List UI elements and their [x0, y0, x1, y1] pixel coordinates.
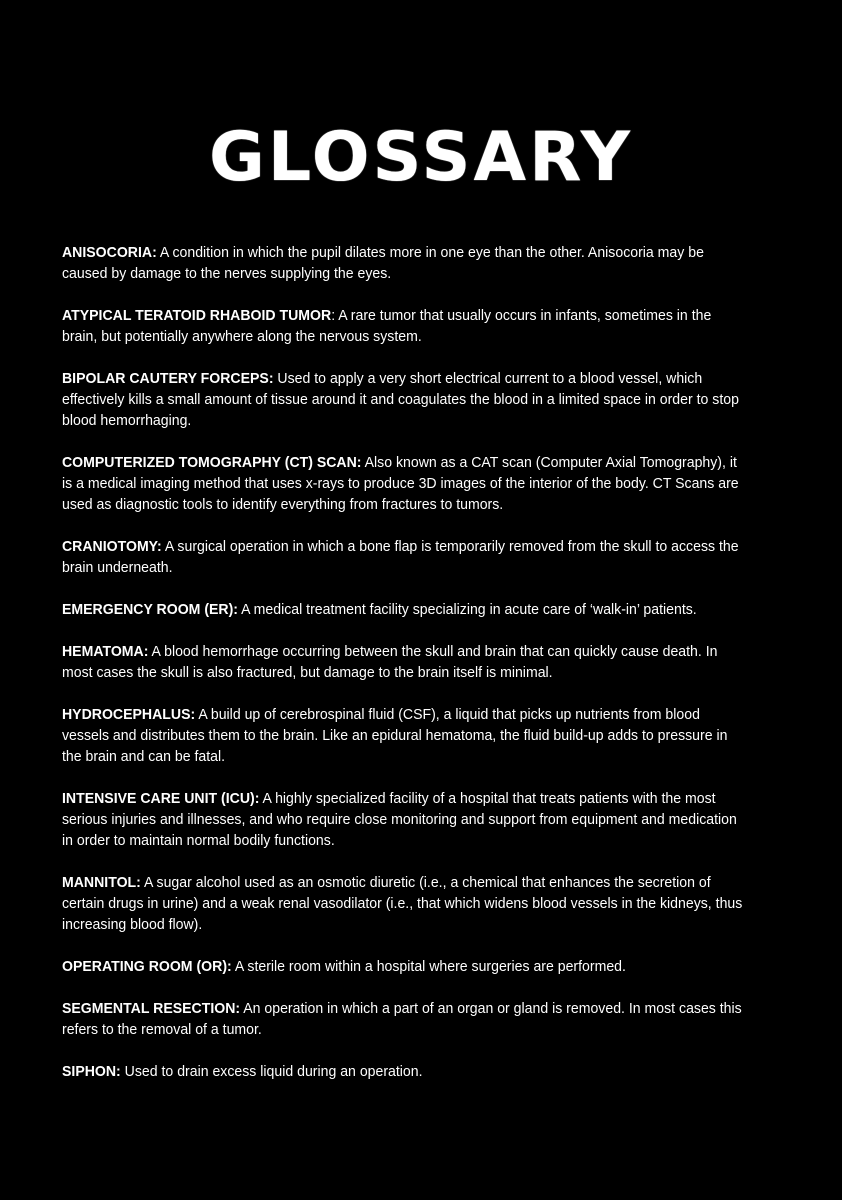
glossary-term: CRANIOTOMY: — [62, 538, 162, 555]
glossary-term: OPERATING ROOM (OR): — [62, 958, 232, 975]
glossary-term: HEMATOMA: — [62, 643, 149, 660]
glossary-entry-atypical-teratoid-rhaboid-tumor — [62, 305, 746, 347]
glossary-definition: A build up of cerebrospinal fluid (CSF), a liquid that picks up nutrients from blood vessels and distributes them to the brain. Like an epidural hematoma, the fluid build-up adds to pressure in the brain and can be fatal. — [62, 706, 728, 765]
glossary-term: BIPOLAR CAUTERY FORCEPS: — [62, 370, 274, 387]
glossary-term: ANISOCORIA: — [62, 244, 157, 261]
glossary-entry-operating-room — [62, 956, 746, 977]
glossary-entry-bipolar-cautery-forceps — [62, 368, 746, 431]
glossary-entry-anisocoria — [62, 242, 746, 284]
glossary-term: EMERGENCY ROOM (ER): — [62, 601, 239, 618]
glossary-term: SIPHON: — [62, 1063, 121, 1080]
glossary-list — [62, 242, 746, 1103]
glossary-term: INTENSIVE CARE UNIT (ICU): — [62, 790, 260, 807]
glossary-term: MANNITOL: — [62, 874, 141, 891]
glossary-entry-hematoma — [62, 641, 746, 683]
glossary-definition: A highly specialized facility of a hospital that treats patients with the most serious injuries and illnesses, and who require close monitoring and support from equipment and medication in order to maintain normal bodily functions. — [62, 790, 737, 849]
glossary-term: ATYPICAL TERATOID RHABOID TUMOR — [62, 307, 332, 324]
glossary-entry-siphon — [62, 1061, 746, 1082]
glossary-entry-intensive-care-unit — [62, 788, 746, 851]
glossary-entry-mannitol — [62, 872, 746, 935]
glossary-definition: A medical treatment facility specializing in acute care of ‘walk-in’ patients. — [238, 601, 697, 618]
glossary-term: SEGMENTAL RESECTION: — [62, 1000, 241, 1017]
glossary-definition: : A rare tumor that usually occurs in infants, sometimes in the brain, but potentially anywhere along the nervous system. — [62, 307, 712, 345]
glossary-definition: A blood hemorrhage occurring between the skull and brain that can quickly cause death. In most cases the skull is also fractured, but damage to the brain itself is minimal. — [62, 643, 718, 681]
glossary-definition: A sterile room within a hospital where surgeries are performed. — [231, 958, 626, 975]
glossary-definition: A condition in which the pupil dilates more in one eye than the other. Anisocoria may be caused by damage to the nerves supplying the eyes. — [62, 244, 704, 282]
glossary-term: HYDROCEPHALUS: — [62, 706, 196, 723]
glossary-definition: Also known as a CAT scan (Computer Axial Tomography), it is a medical imaging method that uses x-rays to produce 3D images of the interior of the body. CT Scans are used as diagnostic tools to identify everything from fractures to tumors. — [62, 454, 739, 513]
glossary-definition: A sugar alcohol used as an osmotic diuretic (i.e., a chemical that enhances the secretion of certain drugs in urine) and a weak renal vasodilator (i.e., that which widens blood vessels in the kidneys, thus increasing blood flow). — [62, 874, 743, 933]
glossary-definition: Used to apply a very short electrical current to a blood vessel, which effectively kills a small amount of tissue around it and coagulates the blood in a limited space in order to stop blood hemorrhaging. — [62, 370, 739, 429]
glossary-entry-emergency-room — [62, 599, 746, 620]
glossary-term: COMPUTERIZED TOMOGRAPHY (CT) SCAN: — [62, 454, 362, 471]
glossary-definition: An operation in which a part of an organ or gland is removed. In most cases this refers to the removal of a tumor. — [62, 1000, 742, 1038]
glossary-entry-segmental-resection — [62, 998, 746, 1040]
glossary-definition: Used to drain excess liquid during an operation. — [120, 1063, 423, 1080]
glossary-entry-craniotomy — [62, 536, 746, 578]
glossary-entry-ct-scan — [62, 452, 746, 515]
glossary-definition: A surgical operation in which a bone flap is temporarily removed from the skull to access the brain underneath. — [62, 538, 739, 576]
glossary-entry-hydrocephalus — [62, 704, 746, 767]
page-title: GLOSSARY — [209, 118, 633, 197]
